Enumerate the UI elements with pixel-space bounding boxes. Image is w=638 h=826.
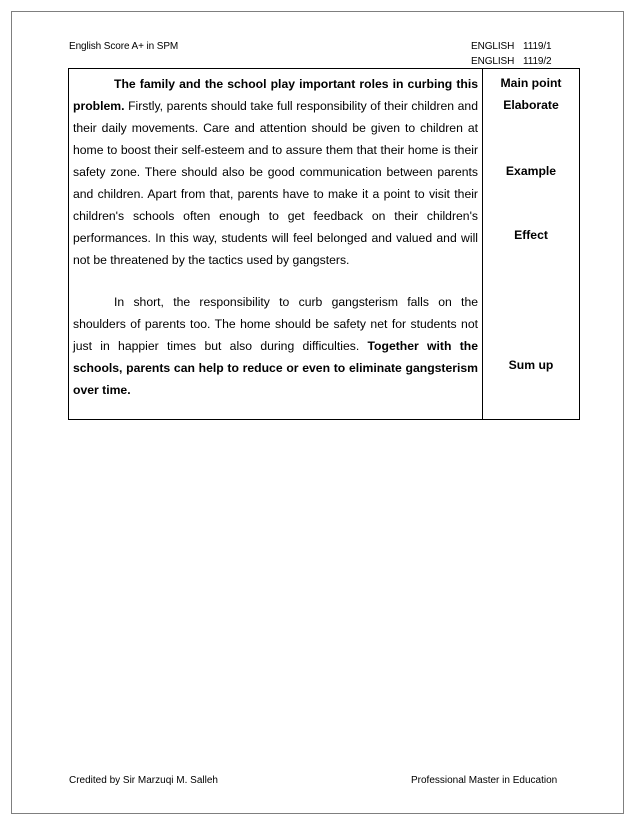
label-elaborate: Elaborate: [503, 98, 559, 112]
paragraph-conclusion: [73, 291, 478, 401]
label-effect: Effect: [514, 228, 548, 242]
header-subject: ENGLISH: [471, 41, 515, 52]
header-code: 1119/1: [523, 41, 552, 52]
header-code-row: [471, 41, 571, 56]
label-sum-up: Sum up: [508, 358, 554, 372]
header-subject: ENGLISH: [471, 56, 515, 67]
paragraph-body: [73, 73, 478, 271]
label-cell: [483, 69, 580, 420]
footer-title: Professional Master in Education: [411, 775, 558, 786]
label-example: Example: [505, 164, 557, 178]
header-code: 1119/2: [523, 56, 552, 67]
header-title: English Score A+ in SPM: [69, 41, 179, 52]
paragraph-topic-sentence: The family and the school play important roles in curbing this problem.: [73, 77, 478, 113]
paragraph-body-text: Firstly, parents should take full responsibility of their children and their daily movements. Care and attention should be given to children at home to boost their self-esteem and to assure them that their home is their safety zone. There should also be good communication between parents and children. Apart from that, parents have to make it a point to visit their children's schools often enough to get feedback on their children's performances. In this way, students will feel belonged and valued and will not be threatened by the tactics used by gangsters.: [73, 99, 478, 267]
footer-credit: Credited by Sir Marzuqi M. Salleh: [69, 775, 218, 786]
paragraph-conclusion-bold: Together with the schools, parents can help to reduce or even to eliminate gangsterism over time.: [73, 339, 479, 397]
header-codes: [471, 41, 571, 71]
essay-text-cell: [69, 69, 483, 420]
essay-table: [68, 68, 580, 420]
label-main-point: Main point: [500, 76, 562, 90]
paragraph-conclusion-text: In short, the responsibility to curb gangsterism falls on the shoulders of parents too. The home should be safety net for students not just in happier times but also during difficulties.: [73, 295, 478, 353]
